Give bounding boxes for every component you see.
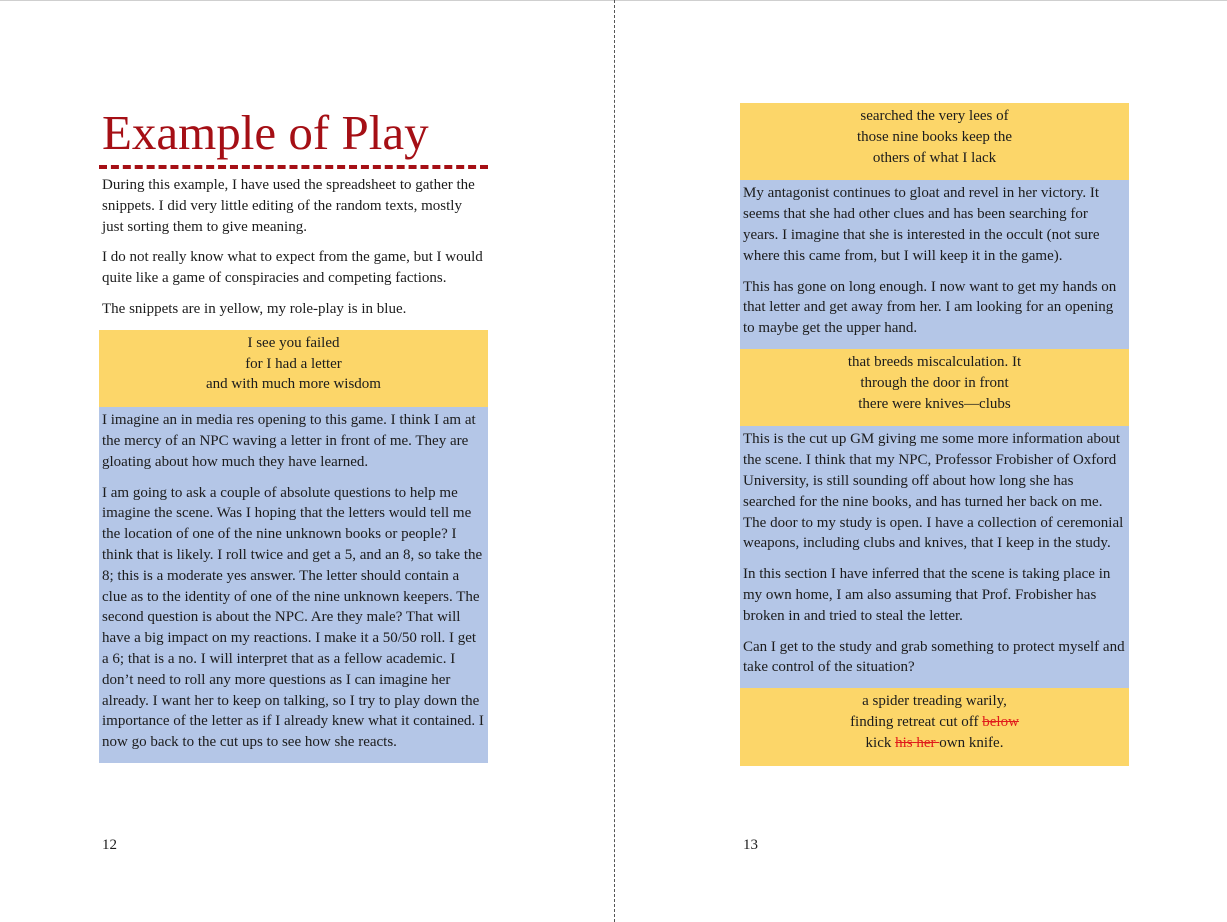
snippet-line: there were knives—clubs: [858, 395, 1011, 412]
roleplay-block: [99, 407, 488, 763]
intro-text: [99, 175, 488, 320]
struck-word: below: [982, 713, 1019, 730]
roleplay-paragraph: In this section I have inferred that the scene is taking place in my own home, I am also assuming that Prof. Frobisher has broken in and tried to steal the letter.: [743, 566, 1111, 624]
roleplay-paragraph: Can I get to the study and grab something to protect myself and take control of the situation?: [743, 638, 1125, 676]
page-number: 12: [102, 837, 117, 853]
snippet-line: those nine books keep the: [857, 128, 1012, 145]
page-number: 13: [743, 837, 758, 853]
snippet-text: own knife.: [939, 734, 1004, 751]
snippet-line: a spider treading warily,: [862, 693, 1007, 710]
snippet-line: that breeds miscalculation. It: [847, 353, 1022, 370]
snippet-line: others of what I lack: [872, 149, 997, 166]
title-dashed-rule: [99, 165, 488, 169]
snippet-block-edited: [740, 688, 1129, 765]
roleplay-paragraph: I am going to ask a couple of absolute questions to help me imagine the scene. Was I hoping that the letters would tell me the location of one of the nine unknown books or people? I think that is likely. I roll twice and get a 5, and an 8, so take the 8; this is a moderate yes answer. The letter should contain a clue as to the identity of one of the nine unknown keepers. The second question is about the NPC. Are they male? That will have a big impact on my reactions. I make it a 50/50 roll. I get a 6; that is a no. I will interpret that as a fellow academic. I don’t need to roll any more questions as I can imagine her already. I want her to keep on talking, so I try to play down the importance of the letter as if I already knew what it contained. I now go back to the cut ups to see how she reacts.: [102, 484, 484, 751]
right-page: [614, 0, 1227, 922]
roleplay-block: [740, 180, 1129, 349]
snippet-block: [740, 103, 1129, 180]
intro-paragraph: I do not really know what to expect from the game, but I would quite like a game of conspiracies and competing factions.: [102, 249, 483, 287]
snippet-line: I see you failed: [247, 334, 340, 351]
snippet-line: [744, 733, 1125, 754]
snippet-line: searched the very lees of: [860, 108, 1009, 124]
page-title: Example of Play: [102, 105, 429, 160]
roleplay-paragraph: This has gone on long enough. I now want to get my hands on that letter and get away from her. I am looking for an opening to maybe get the upper hand.: [743, 278, 1117, 337]
snippet-line: [744, 712, 1125, 733]
snippet-line: through the door in front: [860, 374, 1009, 391]
roleplay-paragraph: This is the cut up GM giving me some more information about the scene. I think that my NPC, Professor Frobisher of Oxford University, is still sounding off about how long she has searched for the nine books, and has turned her back on me. The door to my study is open. I have a collection of ceremonial weapons, including clubs and knives, that I keep in the study.: [743, 431, 1124, 552]
roleplay-paragraph: I imagine an in media res opening to this game. I think I am at the mercy of an NPC waving a letter in front of me. They are gloating about how much they have learned.: [102, 412, 476, 470]
snippet-line: and with much more wisdom: [206, 376, 381, 393]
snippet-block: [740, 349, 1129, 426]
left-page-column: [99, 104, 488, 763]
intro-paragraph: During this example, I have used the spreadsheet to gather the snippets. I did very little editing of the random texts, mostly just sorting them to give meaning.: [102, 177, 475, 235]
right-page-column: [740, 103, 1129, 766]
roleplay-block: [740, 426, 1129, 688]
roleplay-paragraph: My antagonist continues to gloat and revel in her victory. It seems that she had other clues and has been searching for years. I imagine that she is interested in the occult (not sure where this came from, but I will keep it in the game).: [743, 185, 1100, 264]
struck-word: her: [916, 734, 936, 751]
snippet-text: finding retreat cut off: [850, 713, 983, 730]
snippet-text: kick: [865, 734, 896, 751]
snippet-block: [99, 330, 488, 407]
struck-word: his: [895, 734, 913, 751]
intro-paragraph: The snippets are in yellow, my role-play is in blue.: [102, 300, 407, 317]
snippet-line: for I had a letter: [245, 355, 342, 372]
